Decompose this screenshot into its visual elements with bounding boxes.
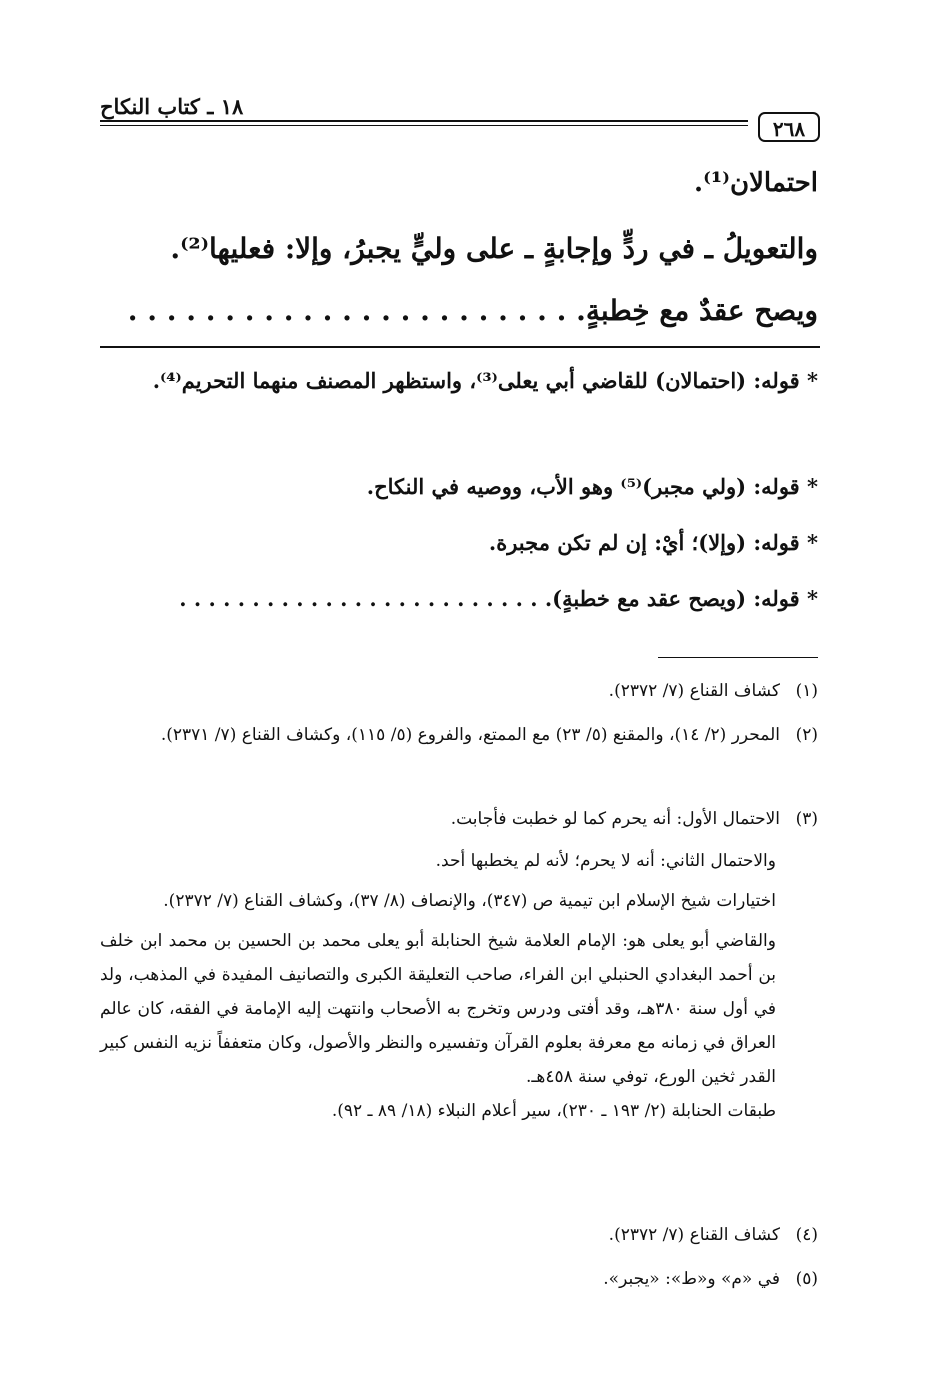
sharh-paragraph-3: * قوله: (وإلا)؛ أيْ: إن لم تكن مجبرة. [488, 530, 818, 555]
footnote-3 [100, 802, 818, 1128]
footnote-rule [658, 657, 818, 658]
sharh-paragraph-1: * قوله: (احتمالان) للقاضي أبي يعلى⁽³⁾، واستظهر المصنف منهما التحريم⁽⁴⁾. [152, 368, 818, 393]
footnote-text: طبقات الحنابلة (٢/ ١٩٣ ـ ٢٣٠)، سير أعلام النبلاء (١٨/ ٨٩ ـ ٩٢). [331, 1101, 776, 1121]
footnote-5 [100, 1262, 818, 1296]
footnote-4 [100, 1218, 818, 1252]
matn-line-1: احتمالان⁽¹⁾. [694, 168, 818, 198]
page-header [100, 86, 820, 146]
footnote-text: والاحتمال الثاني: أنه لا يحرم؛ لأنه لم يخطبها أحد. [435, 851, 776, 871]
matn-line-2: والتعويلُ ـ في ردٍّ وإجابةٍ ـ على وليٍّ يجبرُ، وإلا: فعليها⁽²⁾. [170, 232, 818, 265]
footnote-text: الاحتمال الأول: أنه يحرم كما لو خطبت فأجابت. [450, 809, 780, 829]
page-number: ٢٦٨ [758, 112, 820, 142]
footnote-text: كشاف القناع (٧/ ٢٣٧٢). [608, 1225, 780, 1245]
matn-separator [100, 346, 820, 348]
footnote-number: (٢) [795, 725, 818, 745]
footnote-text: اختيارات شيخ الإسلام ابن تيمية ص (٣٤٧)، والإنصاف (٨/ ٣٧)، وكشاف القناع (٧/ ٢٣٧٢). [163, 891, 776, 911]
footnote-number: (١) [795, 681, 818, 701]
matn-line-3: ويصح عقدٌ مع خِطبةٍ. . . . . . . . . . . . . . . . . . . . . . . . [127, 294, 818, 327]
footnote-number: (٣) [795, 809, 818, 829]
sharh-paragraph-2: * قوله: (ولي مجبر)⁽⁵⁾ وهو الأب، ووصيه في النكاح. [366, 474, 818, 499]
chapter-title: ١٨ ـ كتاب النكاح [100, 94, 244, 119]
footnote-number: (٥) [795, 1269, 818, 1289]
footnote-number: (٤) [795, 1225, 818, 1245]
sharh-paragraph-4: * قوله: (ويصح عقد مع خطبةٍ). . . . . . . . . . . . . . . . . . . . . . . . . . [179, 586, 818, 611]
header-rule-thin [100, 125, 748, 126]
footnote-text: والقاضي أبو يعلى هو: الإمام العلامة شيخ الحنابلة أبو يعلى محمد بن الحسين بن محمد ابن خلف بن أحمد البغدادي الحنبلي ابن الفراء، صاحب التعليقة الكبرى والتصانيف المفيدة في المذهب، ولد في أول سنة ٣٨٠هـ، وقد أفتى ودرس وتخرج به الأصحاب وانتهت إليه الإمامة في الفقه، كان عالم العراق في زمانه مع معرفة بعلوم القرآن وتفسيره والنظر والأصول، وكان متعففاً نزيه النفس كبير القدر ثخين الورع، توفي سنة ٤٥٨هـ. [100, 931, 776, 1087]
header-rule [100, 120, 748, 122]
footnote-1 [100, 674, 818, 708]
footnote-text: كشاف القناع (٧/ ٢٣٧٢). [608, 681, 780, 701]
footnote-text: المحرر (٢/ ١٤)، والمقنع (٥/ ٢٣) مع الممتع، والفروع (٥/ ١١٥)، وكشاف القناع (٧/ ٢٣٧١). [160, 725, 780, 745]
footnote-2 [100, 718, 818, 752]
footnote-text: في «م» و«ط»: «يجبر». [603, 1269, 780, 1289]
